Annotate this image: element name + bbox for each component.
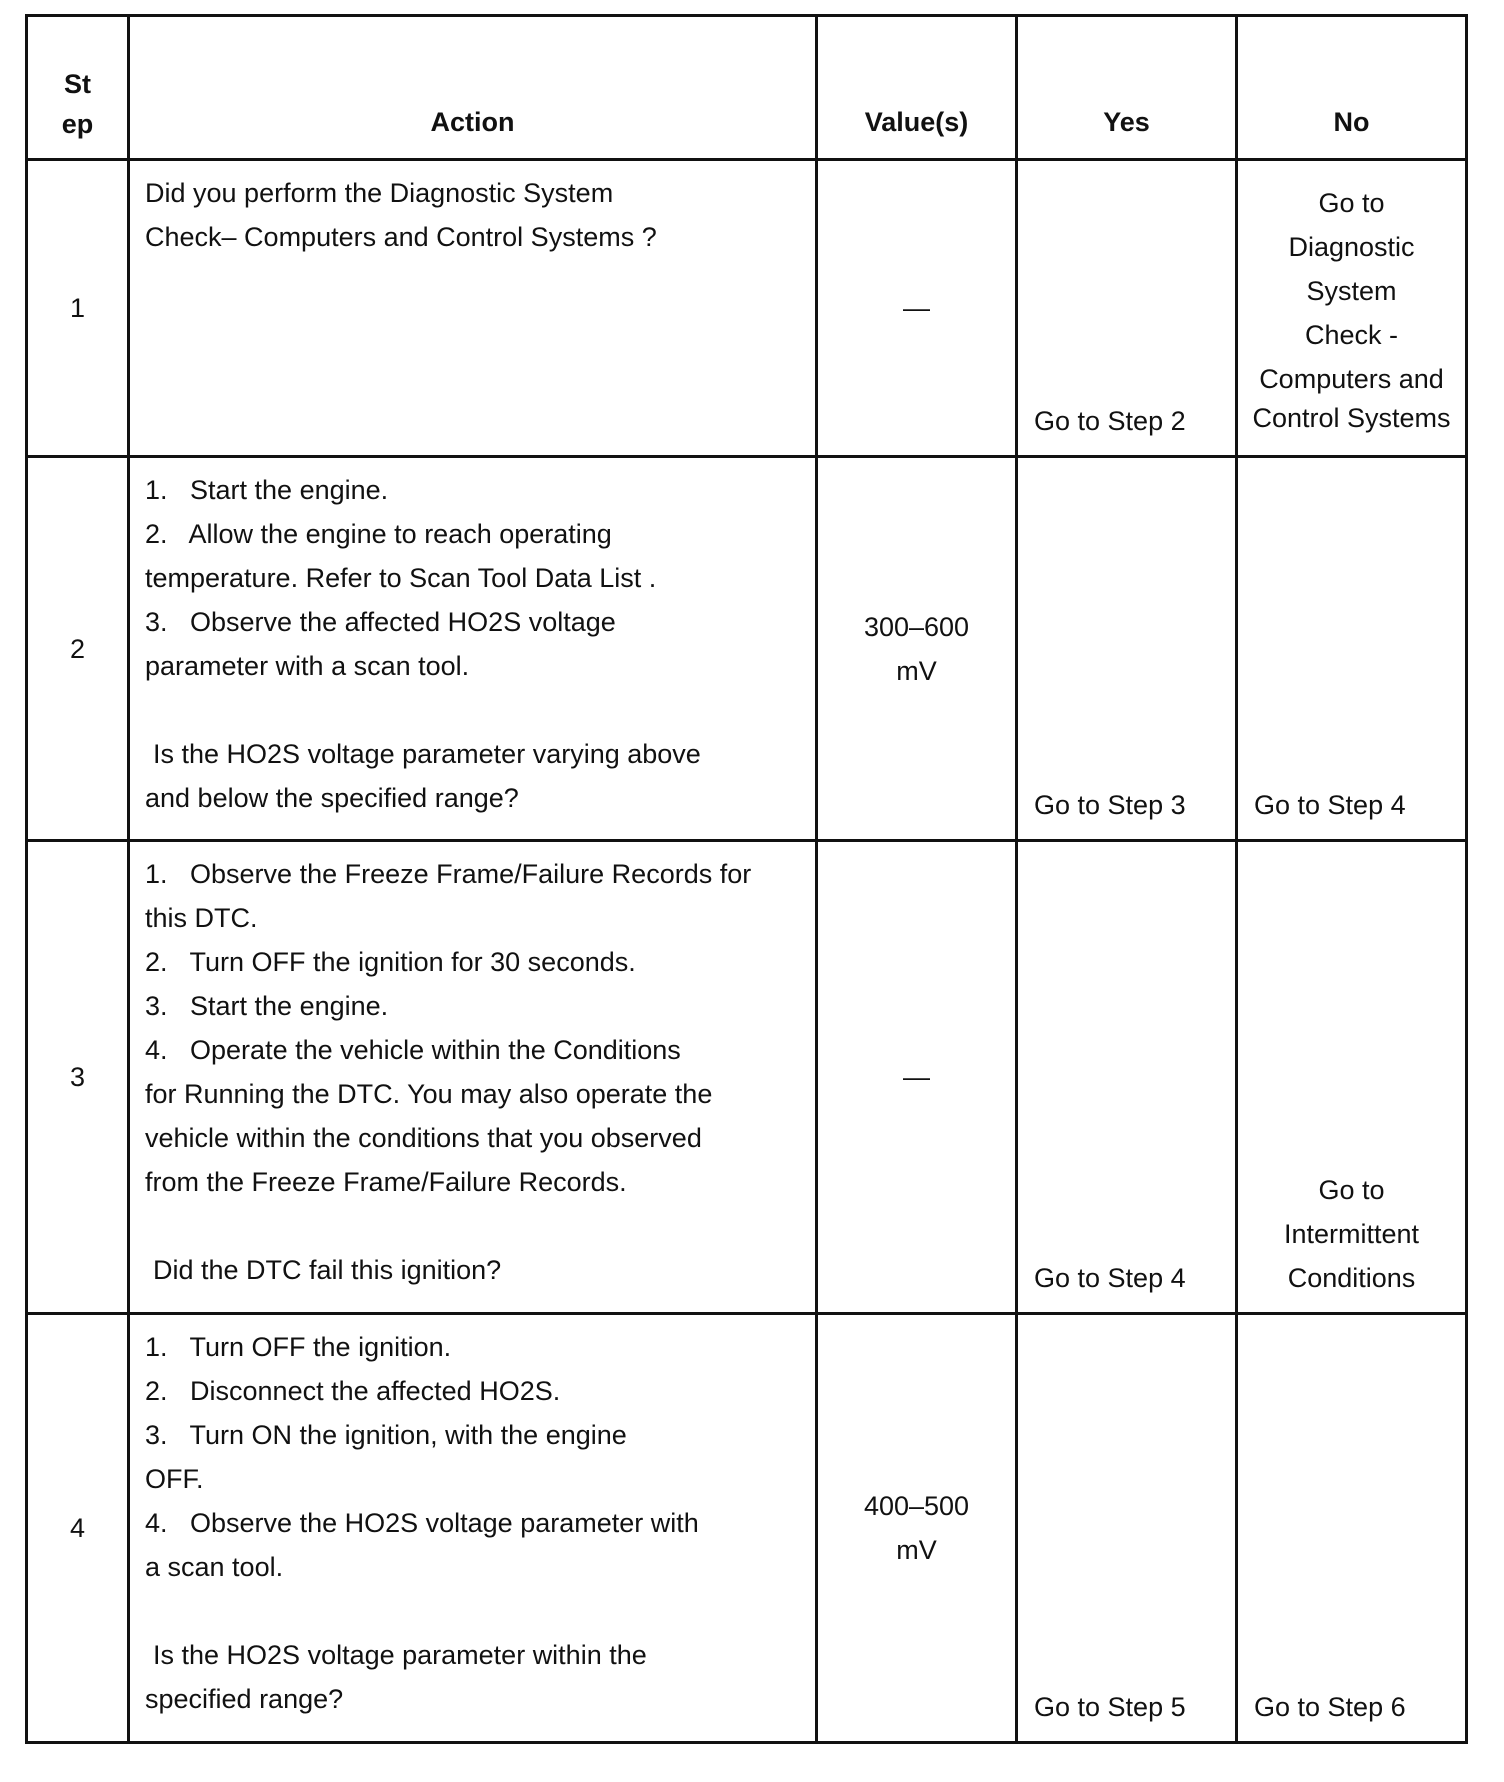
action-line: 2. Allow the engine to reach operating	[145, 519, 612, 549]
action-line: a scan tool.	[145, 1552, 284, 1582]
header-yes: Yes	[1017, 16, 1237, 160]
no-cell: Go to Step 4	[1237, 457, 1467, 841]
action-line: from the Freeze Frame/Failure Records.	[145, 1167, 627, 1197]
action-line: 2. Turn OFF the ignition for 30 seconds.	[145, 947, 636, 977]
value-line: 400–500	[863, 1491, 970, 1521]
diagnostic-table	[25, 14, 1468, 1744]
value-cell	[817, 160, 1017, 457]
action-line: vehicle within the conditions that you observed	[145, 1123, 702, 1153]
question-line: Is the HO2S voltage parameter within the	[153, 1640, 647, 1670]
action-line: 3. Start the engine.	[145, 991, 389, 1021]
no-cell: Go to Step 6	[1237, 1314, 1467, 1743]
header-step-line2: ep	[61, 109, 94, 139]
action-cell	[129, 457, 817, 841]
header-row	[27, 16, 1467, 160]
header-step	[27, 16, 129, 160]
step-number: 2	[27, 457, 129, 841]
action-line: temperature. Refer to Scan Tool Data List .	[145, 563, 657, 593]
question-line: Did the DTC fail this ignition?	[153, 1255, 502, 1285]
yes-cell: Go to Step 3	[1017, 457, 1237, 841]
yes-cell: Go to Step 4	[1017, 841, 1237, 1314]
action-line: parameter with a scan tool.	[145, 651, 470, 681]
action-line: 1. Turn OFF the ignition.	[145, 1332, 452, 1362]
step-number: 1	[27, 160, 129, 457]
action-line: for Running the DTC. You may also operate the	[145, 1079, 713, 1109]
header-step-line1: St	[64, 69, 91, 99]
table-row	[27, 841, 1467, 1314]
question-line: specified range?	[145, 1684, 344, 1714]
action-line: 1. Start the engine.	[145, 475, 389, 505]
header-no: No	[1237, 16, 1467, 160]
value-line: mV	[896, 1535, 937, 1565]
action-line: Did you perform the Diagnostic System	[145, 178, 614, 208]
question-line: and below the specified range?	[145, 783, 519, 813]
yes-cell: Go to Step 5	[1017, 1314, 1237, 1743]
no-line: Go to	[1318, 188, 1385, 218]
action-line: 2. Disconnect the affected HO2S.	[145, 1376, 561, 1406]
action-line: OFF.	[145, 1464, 204, 1494]
action-line: Check– Computers and Control Systems ?	[145, 222, 657, 252]
action-line: 3. Observe the affected HO2S voltage	[145, 607, 616, 637]
table-row	[27, 160, 1467, 457]
table-row	[27, 1314, 1467, 1743]
value-dash: —	[903, 293, 930, 323]
no-line: Control Systems	[1252, 403, 1451, 433]
no-line: Conditions	[1287, 1263, 1416, 1293]
action-line: 3. Turn ON the ignition, with the engine	[145, 1420, 627, 1450]
action-line: this DTC.	[145, 903, 258, 933]
value-line: mV	[896, 655, 937, 686]
no-cell	[1237, 841, 1467, 1314]
no-line: Go to	[1318, 1175, 1385, 1205]
action-line: 4. Observe the HO2S voltage parameter with	[145, 1508, 699, 1538]
no-line: System	[1306, 276, 1397, 306]
header-values: Value(s)	[817, 16, 1017, 160]
action-cell	[129, 841, 817, 1314]
action-line: 4. Operate the vehicle within the Conditions	[145, 1035, 681, 1065]
step-number: 3	[27, 841, 129, 1314]
value-dash: —	[903, 1062, 930, 1092]
action-line: 1. Observe the Freeze Frame/Failure Records for	[145, 859, 752, 889]
header-action: Action	[129, 16, 817, 160]
value-cell	[817, 1314, 1017, 1743]
value-line: 300–600	[863, 611, 970, 642]
action-cell	[129, 160, 817, 457]
step-number: 4	[27, 1314, 129, 1743]
no-cell	[1237, 160, 1467, 457]
no-line: Computers and	[1259, 364, 1444, 394]
table-row	[27, 457, 1467, 841]
value-cell	[817, 457, 1017, 841]
no-line: Diagnostic	[1288, 232, 1415, 262]
no-line: Intermittent	[1283, 1219, 1420, 1249]
yes-cell: Go to Step 2	[1017, 160, 1237, 457]
action-cell	[129, 1314, 817, 1743]
value-cell	[817, 841, 1017, 1314]
no-line: Check -	[1304, 320, 1399, 350]
question-line: Is the HO2S voltage parameter varying above	[153, 739, 701, 769]
